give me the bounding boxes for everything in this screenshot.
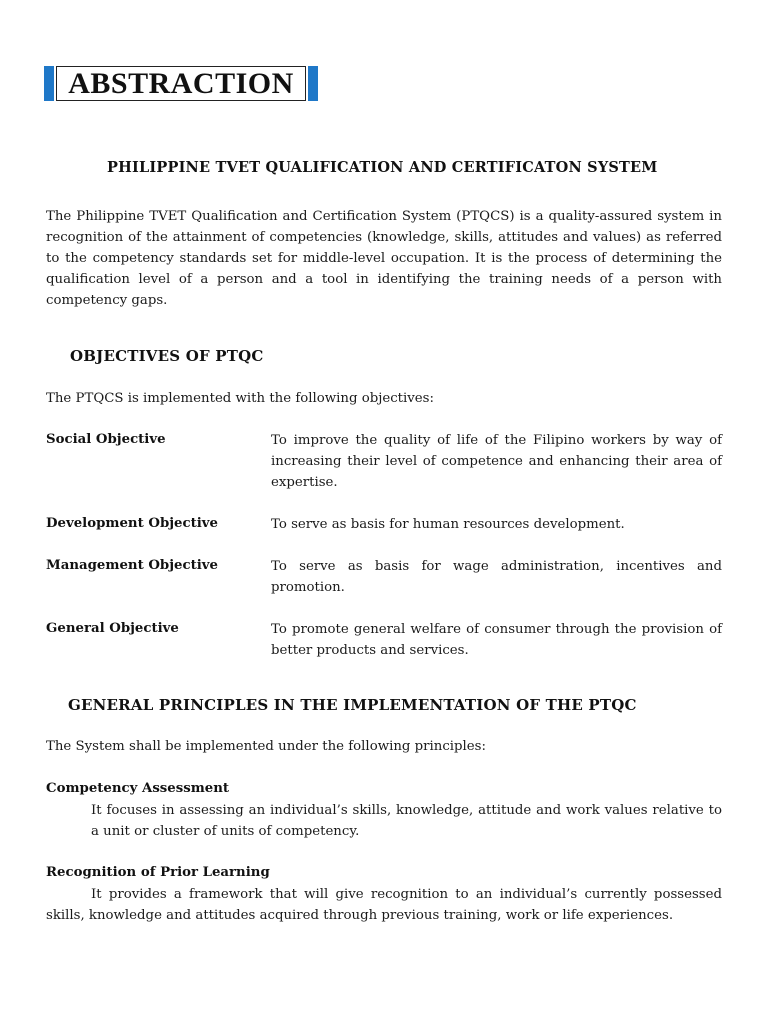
principle-title-prior-learning: Recognition of Prior Learning <box>46 865 270 880</box>
title-accent-right <box>308 66 318 101</box>
objective-label-general: General Objective <box>46 621 179 636</box>
principles-heading: GENERAL PRINCIPLES IN THE IMPLEMENTATION OF THE PTQC <box>68 696 637 714</box>
main-heading: PHILIPPINE TVET QUALIFICATION AND CERTIFICATON SYSTEM <box>107 159 658 176</box>
objective-label-social: Social Objective <box>46 432 166 447</box>
objectives-heading: OBJECTIVES OF PTQC <box>70 347 264 365</box>
objective-text-development: To serve as basis for human resources development. <box>271 517 625 532</box>
page-title: ABSTRACTION <box>68 66 294 100</box>
principle-title-competency-assessment: Competency Assessment <box>46 781 230 796</box>
title-box <box>44 66 318 101</box>
objectives-lead: The PTQCS is implemented with the following objectives: <box>46 391 434 406</box>
objective-text-management: To serve as basis for wage administration, incentives and promotion. <box>271 559 722 595</box>
title-frame <box>56 66 306 101</box>
principle-text-competency-assessment: It focuses in assessing an individual’s skills, knowledge, attitude and work values relative to a unit or cluster of units of competency. <box>91 803 722 839</box>
intro-paragraph: The Philippine TVET Qualification and Certification System (PTQCS) is a quality-assured system in recognition of the attainment of competencies (knowledge, skills, attitudes and values) as referred to the competency standards set for middle-level occupation. It is the process of determining the qualification level of a person and a tool in identifying the training needs of a person with competency gaps. <box>46 209 722 308</box>
title-accent-left <box>44 66 54 101</box>
objective-label-management: Management Objective <box>46 558 218 573</box>
principles-lead: The System shall be implemented under the following principles: <box>46 739 486 754</box>
objective-label-development: Development Objective <box>46 516 218 531</box>
objective-text-general: To promote general welfare of consumer through the provision of better products and services. <box>271 622 722 658</box>
objective-text-social: To improve the quality of life of the Filipino workers by way of increasing their level of competence and enhancing their area of expertise. <box>271 433 722 490</box>
principle-text-prior-learning: It provides a framework that will give recognition to an individual’s currently possessed skills, knowledge and attitudes acquired through previous training, work or life experiences. <box>46 887 722 923</box>
